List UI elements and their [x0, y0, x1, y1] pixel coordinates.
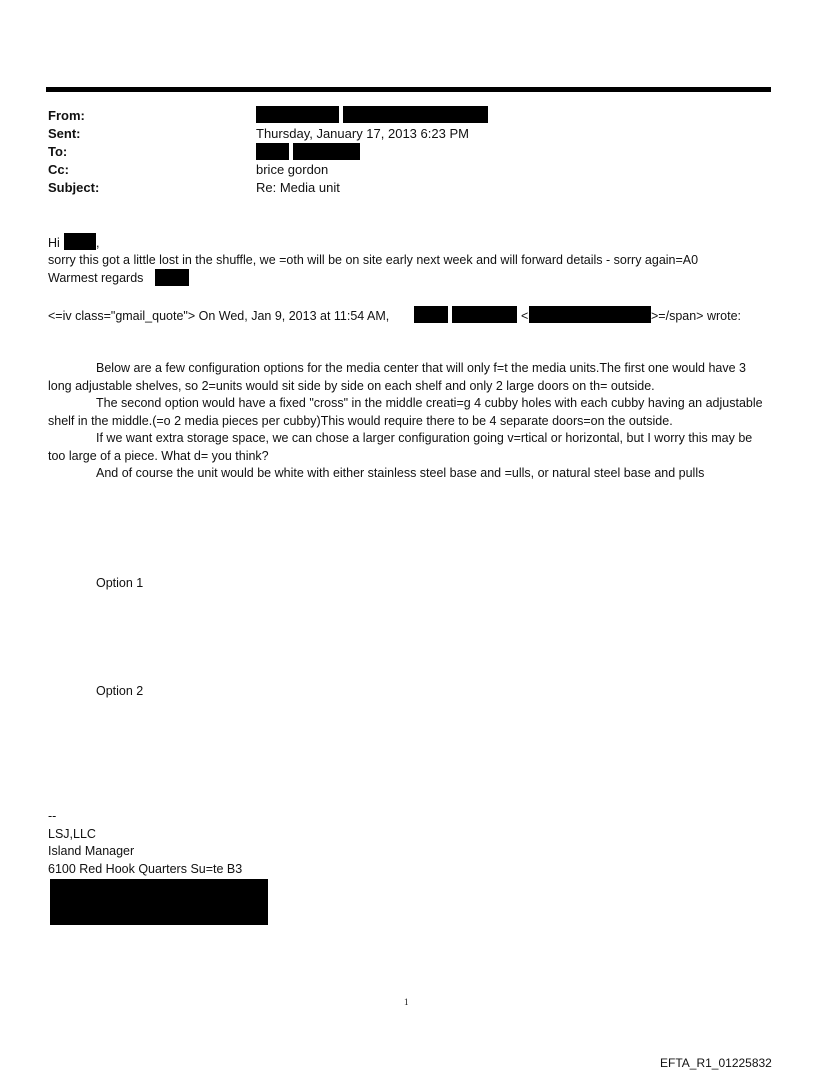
paragraph-1 — [48, 360, 770, 395]
redaction-quote-email — [529, 306, 651, 323]
header-rule — [46, 87, 771, 92]
body-line-2: Warmest regards — [48, 271, 144, 285]
redaction-from-name — [256, 106, 339, 123]
redaction-quote-first — [414, 306, 448, 323]
paragraph-1-text: Below are a few configuration options for the media center that will only f=t the media units.The first one would have 3 long adjustable shelves, so 2=units would sit side by side on each shelf and only 2 large doors on th= outside. — [48, 361, 747, 393]
sent-value: Thursday, January 17, 2013 6:23 PM — [256, 126, 469, 141]
greeting: Hi — [48, 236, 60, 250]
quote-lt: < — [521, 309, 529, 323]
redaction-from-email — [343, 106, 488, 123]
body-line-1: sorry this got a little lost in the shuffle, we =oth will be on site early next week and will forward details - sorry again=A0 — [48, 253, 699, 267]
sent-label: Sent: — [48, 126, 81, 141]
paragraph-3 — [48, 430, 770, 465]
cc-value: brice gordon — [256, 162, 329, 177]
signature-company: LSJ,LLC — [48, 827, 96, 841]
paragraph-2-text: The second option would have a fixed "cross" in the middle creati=g 4 cubby holes with each cubby having an adjustable shelf in the middle.(=o 2 media pieces per cubby)This would require there to be 4 separate doors=on the outside. — [48, 396, 763, 428]
redaction-greeting-name — [64, 233, 96, 250]
redaction-to-last — [293, 143, 360, 160]
quoted-paragraphs — [48, 360, 770, 483]
paragraph-3-text: If we want extra storage space, we can chose a larger configuration going v=rtical or horizontal, but I worry this may be too large of a piece. What d= you think? — [48, 431, 753, 463]
quote-suffix: >=/span> wrote: — [651, 309, 741, 323]
from-label: From: — [48, 108, 85, 123]
paragraph-2 — [48, 395, 770, 430]
paragraph-4 — [48, 465, 770, 483]
redaction-to-first — [256, 143, 289, 160]
quote-prefix: <=iv class="gmail_quote"> On Wed, Jan 9, 2013 at 11:54 AM, — [48, 309, 390, 323]
redaction-signoff-name — [155, 269, 189, 286]
subject-value: Re: Media unit — [256, 180, 340, 195]
paragraph-4-text: And of course the unit would be white with either stainless steel base and =ulls, or natural steel base and pulls — [96, 466, 705, 480]
redaction-quote-last — [452, 306, 517, 323]
redaction-signature-contact — [50, 879, 268, 925]
signature-title: Island Manager — [48, 844, 135, 858]
signature-dashes: -- — [48, 809, 57, 823]
signature-address: 6100 Red Hook Quarters Su=te B3 — [48, 862, 243, 876]
option-2-label: Option 2 — [96, 684, 144, 698]
page-number: 1 — [404, 997, 409, 1007]
document-id: EFTA_R1_01225832 — [660, 1056, 772, 1070]
greeting-comma: , — [96, 236, 100, 250]
to-label: To: — [48, 144, 68, 159]
subject-label: Subject: — [48, 180, 100, 195]
cc-label: Cc: — [48, 162, 69, 177]
option-1-label: Option 1 — [96, 576, 144, 590]
